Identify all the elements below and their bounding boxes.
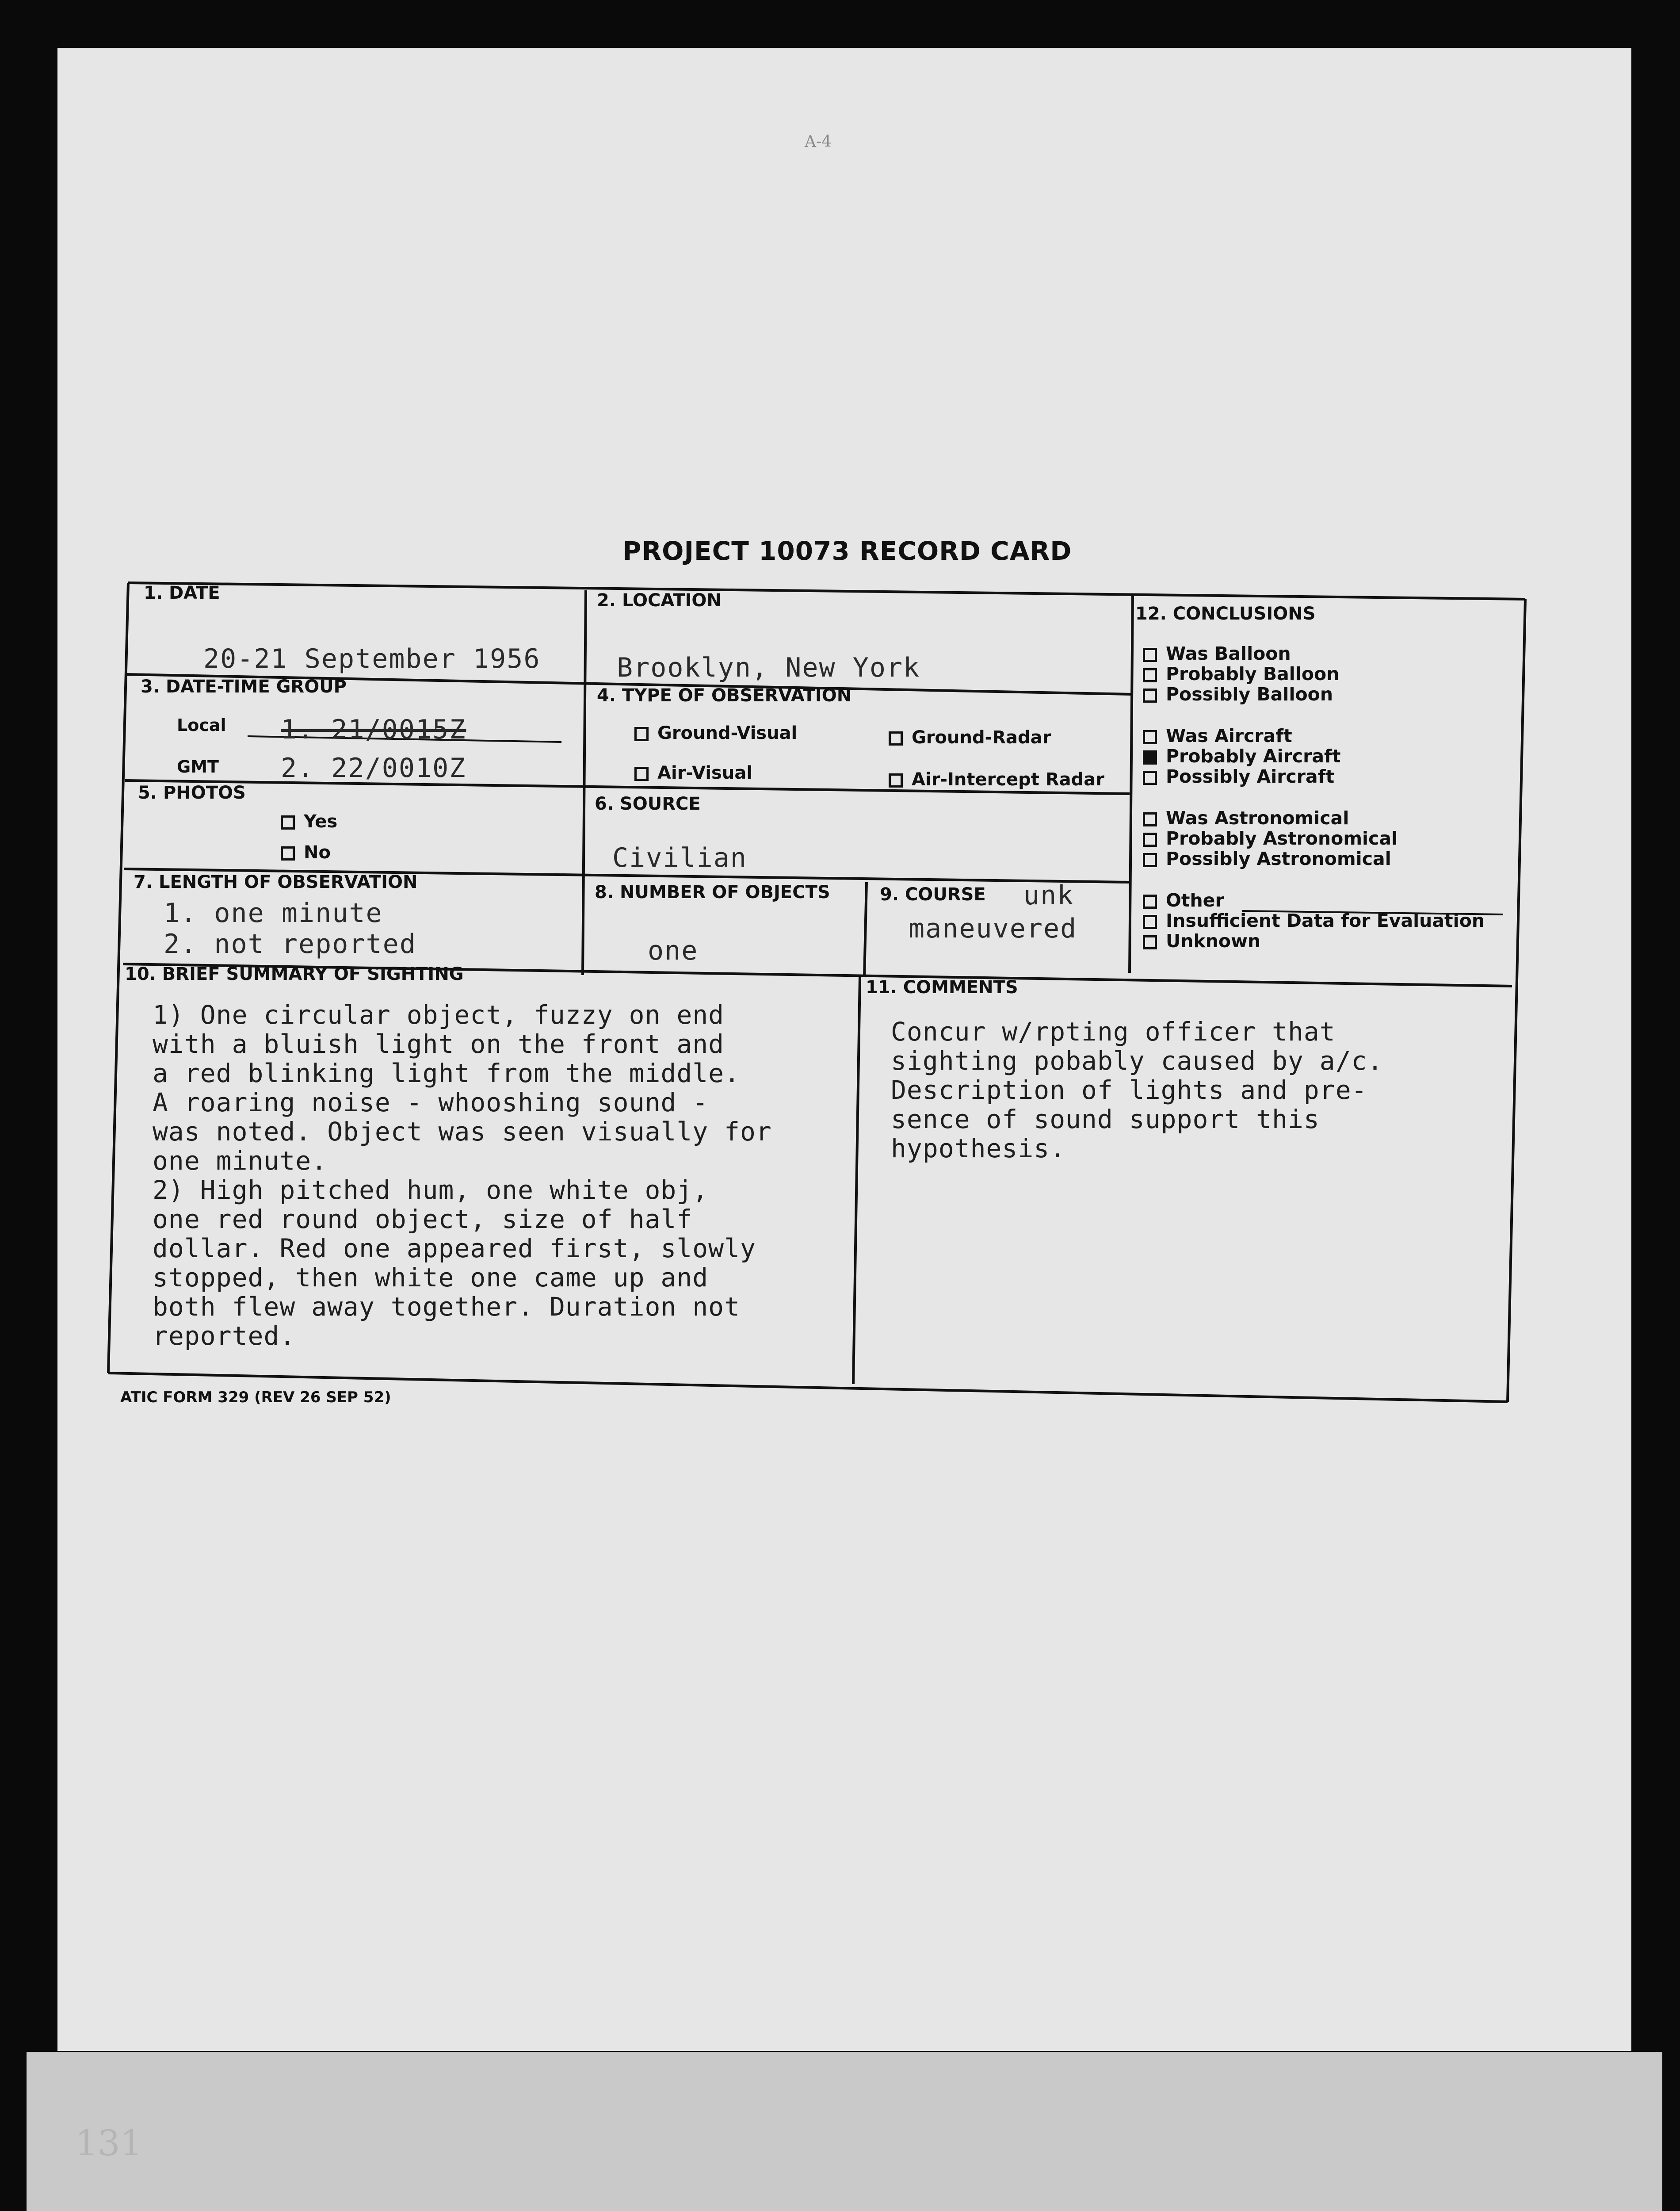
photos-no[interactable]	[281, 842, 331, 863]
checkbox-icon	[1143, 648, 1157, 662]
conclusion-label: Was Balloon	[1166, 643, 1291, 664]
conclusion-label: Unknown	[1166, 930, 1261, 952]
comments-line: hypothesis.	[891, 1133, 1066, 1163]
obs-ground-visual-label: Ground-Visual	[657, 723, 798, 743]
conclusion-probably-aircraft[interactable]	[1143, 746, 1485, 766]
conclusions-label: 12. CONCLUSIONS	[1135, 604, 1316, 624]
photos-label: 5. PHOTOS	[138, 783, 246, 803]
conclusion-label: Probably Aircraft	[1166, 746, 1341, 767]
dtg-gmt-label: GMT	[177, 757, 219, 777]
conclusion-label: Probably Balloon	[1166, 663, 1340, 685]
dtg-label: 3. DATE-TIME GROUP	[141, 677, 347, 697]
date-label: 1. DATE	[144, 583, 220, 603]
summary-line: a red blinking light from the middle.	[153, 1058, 741, 1088]
checkbox-icon	[1143, 771, 1157, 785]
conclusion-possibly-astronomical[interactable]	[1143, 849, 1485, 869]
checkbox-icon	[889, 773, 903, 788]
comments-label: 11. COMMENTS	[866, 977, 1018, 998]
summary-line: one red round object, size of half	[153, 1204, 693, 1234]
comments-line: Description of lights and pre-	[891, 1075, 1367, 1105]
checkbox-icon	[1143, 853, 1157, 867]
obs-air-intercept-radar[interactable]	[889, 769, 1104, 790]
dtg-gmt-value: 2. 22/0010Z	[281, 753, 466, 784]
summary-line: A roaring noise - whooshing sound -	[153, 1087, 709, 1117]
summary-line: 2) High pitched hum, one white obj,	[153, 1175, 709, 1205]
conclusion-was-astronomical[interactable]	[1143, 808, 1485, 828]
obs-ground-radar-label: Ground-Radar	[912, 727, 1051, 748]
conclusion-label: Possibly Astronomical	[1166, 848, 1391, 869]
header-mark: A-4	[805, 133, 832, 151]
conclusion-possibly-balloon[interactable]	[1143, 684, 1485, 704]
conclusion-insufficient-data[interactable]	[1143, 910, 1485, 931]
obs-ground-radar[interactable]	[889, 727, 1051, 748]
photos-yes[interactable]	[281, 811, 337, 832]
date-value: 20-21 September 1956	[203, 643, 541, 674]
conclusion-label: Insufficient Data for Evaluation	[1166, 910, 1485, 931]
summary-text	[153, 1000, 772, 1350]
strip-mark-1: 131	[75, 2123, 143, 2164]
source-value: Civilian	[612, 842, 747, 873]
conclusion-was-aircraft[interactable]	[1143, 726, 1485, 746]
photos-yes-label: Yes	[304, 811, 338, 832]
checkbox-icon	[634, 727, 649, 741]
checkbox-icon	[1143, 833, 1157, 847]
location-value: Brooklyn, New York	[617, 652, 920, 683]
course-value-1: unk	[1023, 880, 1074, 911]
comments-line: sence of sound support this	[891, 1104, 1320, 1134]
checkbox-icon	[1143, 689, 1157, 703]
dtg-local-label: Local	[177, 715, 226, 735]
conclusions-list	[1143, 643, 1485, 951]
num-objects-value: one	[648, 935, 699, 966]
length-line-1: 1. one minute	[164, 898, 383, 929]
summary-line: reported.	[153, 1321, 296, 1351]
comments-line: Concur w/rpting officer that	[891, 1017, 1336, 1047]
course-label: 9. COURSE	[880, 884, 986, 905]
dtg-local-value: 1. 21/0015Z	[281, 714, 466, 745]
comments-text	[891, 1017, 1383, 1163]
conclusion-other[interactable]	[1143, 890, 1485, 910]
summary-line: dollar. Red one appeared first, slowly	[153, 1233, 756, 1263]
length-line-2: 2. not reported	[164, 929, 416, 960]
conclusion-label: Probably Astronomical	[1166, 828, 1398, 849]
summary-line: was noted. Object was seen visually for	[153, 1117, 772, 1147]
conclusion-possibly-aircraft[interactable]	[1143, 766, 1485, 787]
summary-line: both flew away together. Duration not	[153, 1292, 741, 1322]
source-label: 6. SOURCE	[595, 794, 701, 814]
conclusion-unknown[interactable]	[1143, 931, 1485, 951]
checkbox-icon	[634, 767, 649, 781]
checkbox-icon	[1143, 812, 1157, 826]
conclusion-probably-balloon[interactable]	[1143, 664, 1485, 684]
conclusion-label: Possibly Aircraft	[1166, 766, 1335, 787]
location-label: 2. LOCATION	[597, 590, 722, 611]
observation-type-label: 4. TYPE OF OBSERVATION	[597, 685, 852, 706]
checkbox-icon	[1143, 895, 1157, 909]
checkbox-icon	[1143, 730, 1157, 744]
summary-line: stopped, then white one came up and	[153, 1262, 709, 1293]
summary-line: with a bluish light on the front and	[153, 1029, 725, 1059]
conclusion-label: Was Aircraft	[1166, 725, 1292, 746]
checkbox-icon	[1143, 668, 1157, 682]
comments-line: sighting pobably caused by a/c.	[891, 1046, 1383, 1076]
summary-line: one minute.	[153, 1146, 328, 1176]
checkbox-icon	[281, 815, 295, 830]
checkbox-icon	[1143, 915, 1157, 929]
checked-box-icon	[1143, 750, 1157, 765]
form-id: ATIC FORM 329 (REV 26 SEP 52)	[120, 1389, 391, 1406]
obs-ground-visual[interactable]	[634, 723, 797, 743]
checkbox-icon	[281, 846, 295, 861]
conclusion-label: Possibly Balloon	[1166, 684, 1333, 705]
conclusion-probably-astronomical[interactable]	[1143, 828, 1485, 849]
conclusion-was-balloon[interactable]	[1143, 643, 1485, 664]
conclusion-label: Other	[1166, 890, 1224, 911]
course-value-2: maneuvered	[909, 913, 1077, 944]
obs-air-visual[interactable]	[634, 763, 752, 783]
obs-air-intercept-radar-label: Air-Intercept Radar	[912, 769, 1104, 790]
checkbox-icon	[1143, 935, 1157, 949]
summary-line: 1) One circular object, fuzzy on end	[153, 1000, 725, 1030]
num-objects-label: 8. NUMBER OF OBJECTS	[595, 882, 830, 903]
card-title: PROJECT 10073 RECORD CARD	[622, 536, 1072, 566]
conclusion-label: Was Astronomical	[1166, 807, 1349, 829]
obs-air-visual-label: Air-Visual	[657, 763, 753, 783]
checkbox-icon	[889, 731, 903, 746]
length-label: 7. LENGTH OF OBSERVATION	[134, 872, 418, 892]
photos-no-label: No	[304, 842, 331, 863]
summary-label: 10. BRIEF SUMMARY OF SIGHTING	[125, 964, 464, 984]
